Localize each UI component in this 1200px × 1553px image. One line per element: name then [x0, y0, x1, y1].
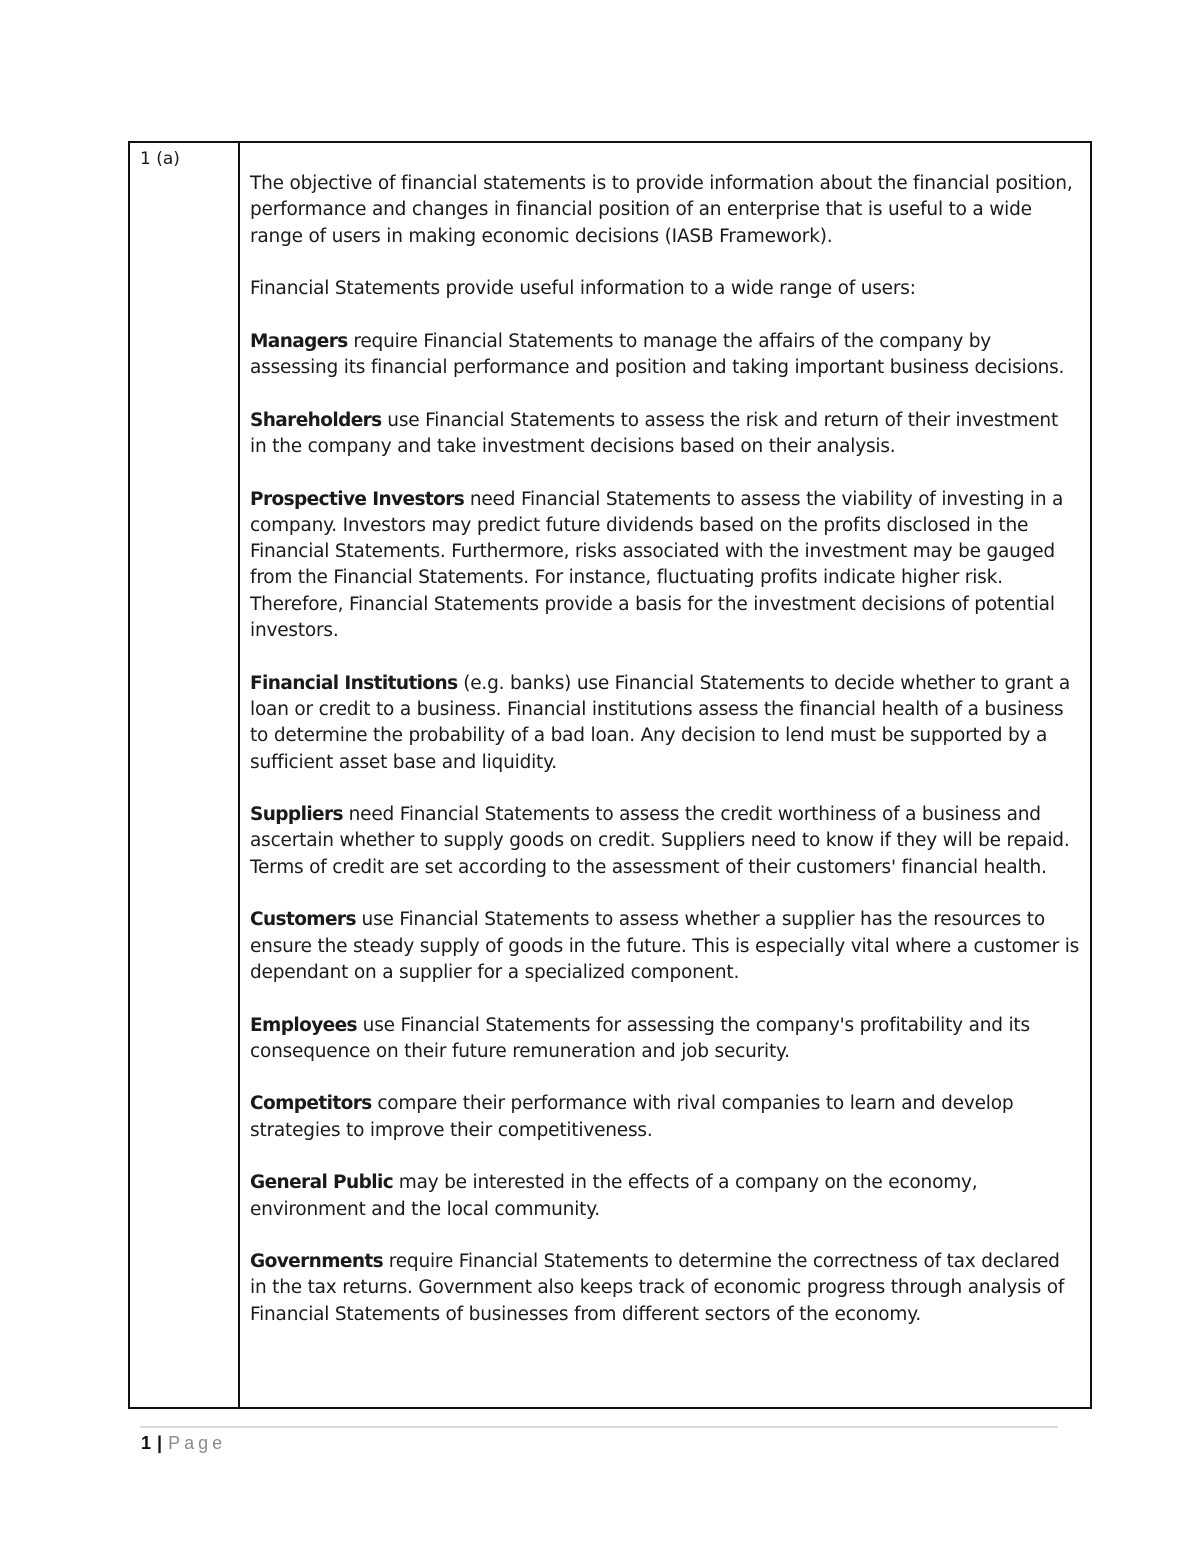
user-description: require Financial Statements to manage the affairs of the company by assessing its financial performance and position and taking important business decisions.	[250, 330, 1065, 379]
user-term: Managers	[250, 330, 348, 352]
user-paragraph-managers	[250, 329, 1080, 382]
user-term: Prospective Investors	[250, 488, 465, 510]
user-term: General Public	[250, 1172, 394, 1194]
user-description: use Financial Statements to assess whether a supplier has the resources to ensure the steady supply of goods in the future. This is especially vital where a customer is dependant on a supplier for a specialized component.	[250, 909, 1080, 983]
user-term: Competitors	[250, 1093, 372, 1115]
user-description: require Financial Statements to determine the correctness of tax declared in the tax returns. Government also keeps track of economic progress through analysis of Financial Statements of businesses from different sectors of the economy.	[250, 1251, 1065, 1325]
user-term: Financial Institutions	[250, 672, 458, 694]
user-description: use Financial Statements to assess the risk and return of their investment in the company and take investment decisions based on their analysis.	[250, 409, 1059, 457]
user-description: use Financial Statements for assessing the company's profitability and its consequence on their future remuneration and job security.	[250, 1014, 1030, 1062]
user-description: need Financial Statements to assess the viability of investing in a company. Investors may predict future dividends based on the profits disclosed in the Financial Statements. Furthermore, risks associated with the investment may be gauged from the Financial Statements. For instance, fluctuating profits indicate higher risk. Therefore, Financial Statements provide a basis for the investment decisions of potential investors.	[250, 488, 1064, 642]
user-paragraph-suppliers	[250, 802, 1080, 881]
user-paragraph-employees	[250, 1013, 1080, 1066]
user-paragraph-governments	[250, 1249, 1080, 1328]
user-description: compare their performance with rival companies to learn and develop strategies to improve their competitiveness.	[250, 1093, 1014, 1141]
user-paragraph-competitors	[250, 1091, 1080, 1144]
user-term: Employees	[250, 1014, 357, 1036]
user-description: need Financial Statements to assess the credit worthiness of a business and ascertain whether to supply goods on credit. Suppliers need to know if they will be repaid. Terms of credit are set according to the assessment of their customers' financial health.	[250, 804, 1070, 878]
user-paragraph-general-public	[250, 1170, 1080, 1223]
page-footer	[141, 1433, 226, 1454]
user-paragraph-shareholders	[250, 408, 1080, 461]
user-paragraph-prospective-investors	[250, 487, 1080, 645]
footer-separator: |	[157, 1433, 163, 1453]
user-description: (e.g. banks) use Financial Statements to decide whether to grant a loan or credit to a business. Financial institutions assess the financial health of a business to determine the probability of a bad loan. Any decision to lend must be supported by a sufficient asset base and liquidity.	[250, 672, 1070, 773]
user-term: Suppliers	[250, 804, 343, 826]
answer-cell	[240, 143, 1090, 1407]
page-label: Page	[168, 1433, 227, 1453]
user-term: Shareholders	[250, 409, 382, 431]
answer-table	[128, 141, 1092, 1409]
user-paragraph-financial-institutions	[250, 671, 1080, 776]
question-label: 1 (a)	[140, 149, 180, 169]
page-number: 1	[141, 1433, 152, 1453]
user-term: Customers	[250, 909, 356, 931]
user-description: may be interested in the effects of a company on the economy, environment and the local community.	[250, 1172, 978, 1220]
user-term: Governments	[250, 1251, 384, 1273]
intro-paragraph: The objective of financial statements is to provide information about the financial position, performance and changes in financial position of an enterprise that is useful to a wide range of users in making economic decisions (IASB Framework).	[250, 173, 1073, 247]
footer-divider	[140, 1426, 1058, 1428]
question-number-cell	[130, 143, 240, 1407]
user-paragraph-customers	[250, 907, 1080, 986]
lead-paragraph: Financial Statements provide useful information to a wide range of users:	[250, 278, 916, 300]
